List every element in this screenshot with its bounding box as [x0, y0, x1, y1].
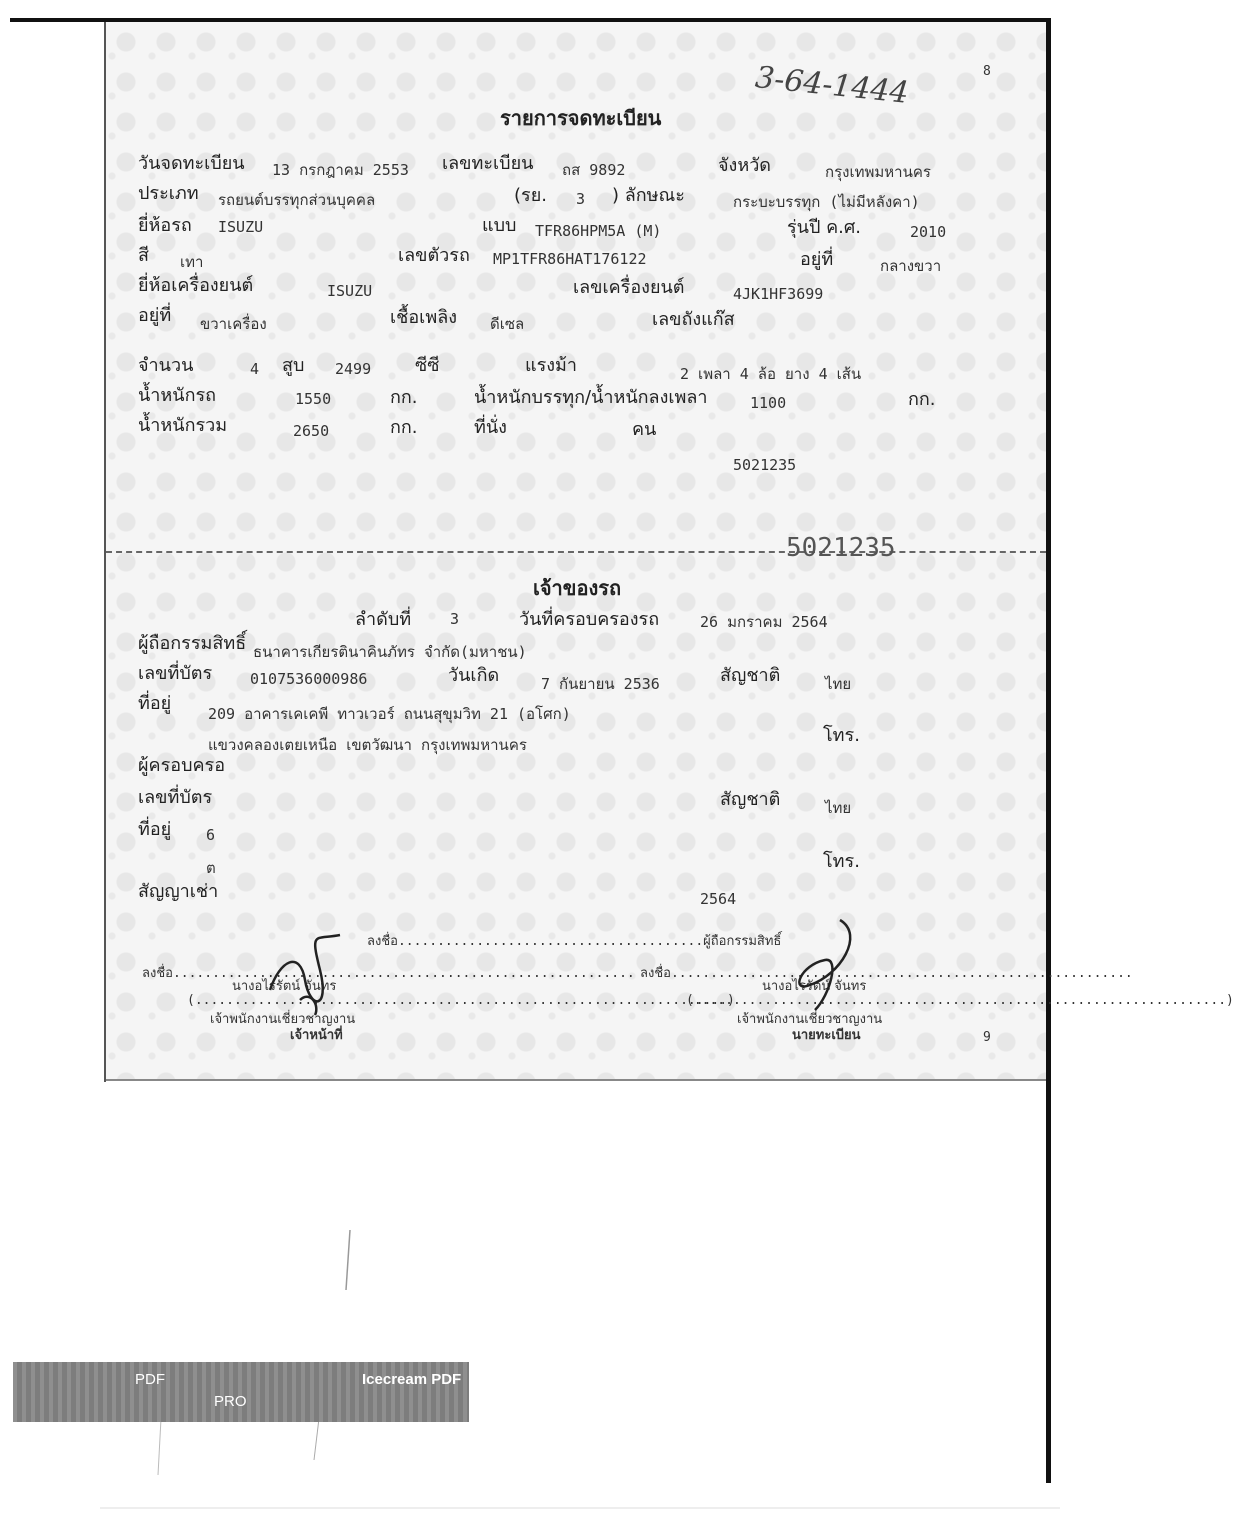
order-label: ลำดับที่ — [355, 609, 412, 630]
nationality-value: ไทย — [825, 675, 852, 693]
birth-date-value: 7 กันยายน 2536 — [541, 675, 660, 693]
engine-location-label: อยู่ที่ — [138, 305, 172, 326]
birth-date-label: วันเกิด — [448, 665, 500, 686]
horsepower-label: แรงม้า — [525, 355, 578, 376]
page-mark-top: 8 — [983, 64, 991, 79]
weight-value: 1550 — [295, 390, 332, 408]
count-label: จำนวน — [138, 355, 194, 376]
registrar-name: นางอไรรัตน์ จันทร — [762, 979, 867, 994]
page-mark-bottom: 9 — [983, 1030, 991, 1045]
handwritten-date: 3-64-1444 — [753, 60, 911, 111]
reg-date-label: วันจดทะเบียน — [138, 153, 245, 174]
holder-id-label: เลขที่บัตร — [138, 663, 213, 684]
watermark-brand: Icecream PDF — [362, 1371, 462, 1388]
characteristic-value: กระบะบรรทุก (ไม่มีหลังคา) — [733, 193, 920, 211]
officer-signature-line: ลงชื่อ........................................................... — [142, 966, 635, 981]
scan-artifacts — [100, 1080, 1060, 1510]
year-value: 2010 — [910, 223, 947, 241]
cylinders-value: 4 — [250, 360, 260, 378]
tel-label: โทร. — [823, 725, 860, 746]
registrar-position: เจ้าพนักงานเชี่ยวชาญงาน — [737, 1012, 883, 1027]
seats-unit: คน — [632, 419, 657, 440]
cc-label: ซีซี — [415, 355, 440, 376]
gas-tank-label: เลขถังแก๊ส — [652, 309, 735, 330]
fuel-label: เชื้อเพลิง — [390, 307, 458, 328]
lease-year: 2564 — [700, 890, 737, 908]
officer-name: นางอไรรัตน์ จันทร — [232, 979, 337, 994]
occupant-tel-label: โทร. — [823, 851, 860, 872]
address-line-1: 209 อาคารเคเคพี ทาวเวอร์ ถนนสุขุมวิท 21 (อโศก) — [208, 705, 571, 723]
officer-name-parens: (....................................................................) — [187, 993, 735, 1008]
registrar-signature-line: ลงชื่อ........................................................... — [640, 966, 1133, 981]
seats-label: ที่นั่ง — [474, 417, 507, 438]
weight-label: น้ำหนักรถ — [138, 385, 217, 406]
engine-brand-label: ยี่ห้อเครื่องยนต์ — [138, 275, 254, 296]
color-value: เทา — [180, 253, 204, 271]
nationality-label: สัญชาติ — [720, 665, 781, 686]
owner-title: เจ้าของรถ — [533, 576, 622, 600]
weight-unit: กก. — [390, 387, 418, 408]
holder-value: ธนาคารเกียรตินาคินภัทร จำกัด(มหาชน) — [253, 643, 527, 661]
type-value: รถยนต์บรรทุกส่วนบุคคล — [218, 191, 376, 209]
brand-value: ISUZU — [218, 218, 264, 236]
model-label: แบบ — [482, 215, 517, 236]
watermark-pdf: PDF — [135, 1371, 165, 1388]
possession-date-label: วันที่ครอบครองรถ — [519, 609, 660, 630]
gross-weight-value: 2650 — [293, 422, 330, 440]
brand-label: ยี่ห้อรถ — [138, 215, 192, 236]
registrar-name-parens: (....................................................................) — [686, 993, 1234, 1008]
officer-signature-mark — [260, 930, 350, 1020]
color-label: สี — [138, 245, 149, 266]
address-line-2: แขวงคลองเตยเหนือ เขตวัฒนา กรุงเทพมหานคร — [208, 736, 527, 754]
model-value: TFR86HPM5A (M) — [535, 222, 662, 240]
holder-id-value: 0107536000986 — [250, 670, 368, 688]
chassis-location-value: กลางขวา — [880, 257, 942, 275]
occupant-nationality-value: ไทย — [825, 799, 852, 817]
occupant-address-label: ที่อยู่ — [138, 819, 172, 840]
possession-date-value: 26 มกราคม 2564 — [700, 613, 828, 631]
engine-brand-value: ISUZU — [327, 282, 373, 300]
reg-date-value: 13 กรกฎาคม 2553 — [272, 161, 409, 179]
cc-value: 2499 — [335, 360, 372, 378]
officer-position: เจ้าพนักงานเชี่ยวชาญงาน — [210, 1012, 356, 1027]
plate-label: เลขทะเบียน — [442, 153, 534, 174]
section-divider — [106, 551, 1046, 553]
engine-location-value: ขวาเครื่อง — [200, 315, 267, 333]
registration-title: รายการจดทะเบียน — [500, 106, 662, 130]
chassis-location-label: อยู่ที่ — [800, 249, 834, 270]
province-label: จังหวัด — [718, 155, 771, 176]
lease-label: สัญญาเช่า — [138, 881, 219, 902]
chassis-value: MP1TFR86HAT176122 — [493, 250, 647, 268]
occupant-address-line-1: 6 — [206, 826, 216, 844]
registrar-signature-mark — [780, 915, 870, 1015]
document-number-large: 5021235 — [786, 533, 896, 563]
watermark-pro: PRO — [214, 1393, 247, 1410]
occupant-address-line-2: ต — [206, 859, 216, 877]
engine-no-label: เลขเครื่องยนต์ — [573, 277, 685, 298]
type-label: ประเภท — [138, 183, 199, 204]
chassis-label: เลขตัวรถ — [398, 245, 470, 266]
year-label: รุ่นปี ค.ศ. — [787, 217, 862, 238]
holder-signature-line: ลงชื่อ.......................................ผู้ถือกรรมสิทธิ์ — [367, 934, 782, 949]
load-value: 1100 — [750, 394, 787, 412]
occupant-label: ผู้ครอบครอ — [138, 755, 226, 776]
gross-weight-label: น้ำหนักรวม — [138, 415, 228, 436]
province-value: กรุงเทพมหานคร — [825, 163, 931, 181]
registrar-title: นายทะเบียน — [792, 1028, 861, 1043]
occupant-id-label: เลขที่บัตร — [138, 787, 213, 808]
order-value: 3 — [450, 610, 460, 628]
ry-value: 3 — [576, 190, 586, 208]
cylinders-label: สูบ — [282, 355, 305, 376]
fuel-value: ดีเซล — [490, 315, 525, 333]
occupant-nationality-label: สัญชาติ — [720, 789, 781, 810]
plate-value: ถส 9892 — [562, 161, 626, 179]
load-unit: กก. — [908, 389, 936, 410]
load-label: น้ำหนักบรรทุก/น้ำหนักลงเพลา — [474, 387, 708, 408]
axles-tires-value: 2 เพลา 4 ล้อ ยาง 4 เส้น — [680, 365, 862, 383]
characteristic-label: ) ลักษณะ — [612, 185, 685, 206]
gross-weight-unit: กก. — [390, 417, 418, 438]
document-number: 5021235 — [733, 456, 797, 474]
address-label: ที่อยู่ — [138, 693, 172, 714]
engine-no-value: 4JK1HF3699 — [733, 285, 824, 303]
ry-label: (รย. — [514, 185, 547, 206]
officer-title: เจ้าหน้าที่ — [290, 1028, 343, 1043]
holder-label: ผู้ถือกรรมสิทธิ์ — [138, 633, 247, 654]
